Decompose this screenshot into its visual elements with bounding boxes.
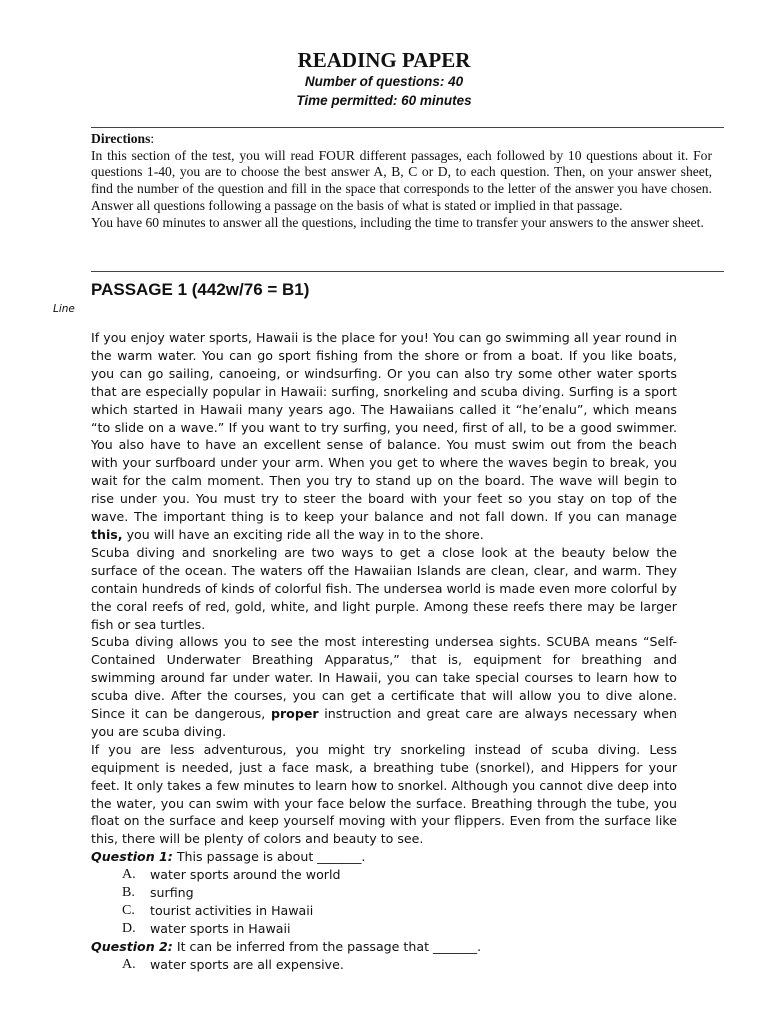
bottom-divider — [91, 271, 724, 272]
option-letter: A. — [122, 867, 136, 883]
directions-paragraph-1: In this section of the test, you will read FOUR different passages, each followed by 10 questions about it. For questions 1-40, you are to choose the best answer A, B, C or D, to each question. Then, on your answer sheet, find the number of the question and fill in the space that corresponds to the letter of the answer you have chosen. Answer all questions following a passage on the basis of what is stated or implied in that passage. — [91, 147, 712, 213]
directions-label: Directions — [91, 131, 151, 146]
passage-paragraph-1 — [91, 329, 677, 544]
directions-colon: : — [150, 131, 155, 146]
question-2-option-a[interactable] — [91, 956, 677, 974]
passage-paragraph-3 — [91, 633, 677, 740]
option-text: tourist activities in Hawaii — [150, 903, 314, 918]
question-2-label: Question 2: — [91, 938, 173, 954]
passage-paragraph-2: Scuba diving and snorkeling are two ways to get a close look at the beauty below the surface of the ocean. The waters off the Hawaiian Islands are clean, clear, and warm. They contain hundreds of kinds of colorful fish. The undersea world is made even more colorful by the coral reefs of red, gold, white, and light purple. Among these reefs there may be larger fish or sea turtles. — [91, 544, 677, 632]
question-1-label: Question 1: — [91, 849, 173, 865]
passage-paragraph-1-text-b: you will have an exciting ride all the way in to the shore. — [122, 526, 484, 542]
option-letter: D. — [122, 920, 136, 936]
passage-body — [91, 329, 677, 974]
question-2 — [91, 938, 677, 956]
question-1-option-a[interactable] — [91, 866, 677, 884]
directions-block — [91, 131, 712, 231]
question-1-stem: This passage is about _______. — [172, 849, 366, 865]
option-text: water sports in Hawaii — [150, 920, 291, 936]
question-1-option-d[interactable] — [91, 920, 677, 938]
question-2-stem: It can be inferred from the passage that _______. — [172, 938, 482, 954]
page-title: READING PAPER — [297, 48, 471, 72]
passage-paragraph-3-text-a: Scuba diving allows you to see the most interesting undersea sights. SCUBA means “Self-Contained Underwater Breathing Apparatus,” that is, equipment for breathing and swimming around far under water. In Hawaii, you can take special courses to learn how to scuba dive. After the courses, you can get a certificate that will allow you to dive alone. Since it can be dangerous, — [91, 634, 677, 722]
passage-heading: PASSAGE 1 (442w/76 = B1) — [91, 280, 310, 299]
question-1-option-b[interactable] — [91, 884, 677, 902]
option-letter: C. — [122, 903, 135, 918]
line-label: Line — [53, 303, 75, 315]
passage-paragraph-4: If you are less adventurous, you might try snorkeling instead of scuba diving. Less equipment is needed, just a face mask, a breathing tube (snorkel), and Hippers for your feet. It only takes a few minutes to learn how to snorkel. Although you cannot dive deep into the water, you can swim with your face below the surface. Breathing through the tube, you float on the surface and keep yourself moving with your flippers. Even from the surface like this, there will be plenty of colors and beauty to see. — [91, 741, 677, 847]
passage-paragraph-1-bold-word: this, — [91, 526, 123, 542]
option-letter: A. — [122, 956, 136, 972]
option-text: water sports are all expensive. — [150, 956, 344, 972]
passage-paragraph-3-text-b: instruction and great care are always necessary when you are scuba diving. — [91, 706, 677, 739]
question-1 — [91, 848, 677, 866]
directions-heading — [91, 131, 712, 148]
question-1-option-c[interactable] — [91, 902, 677, 920]
option-letter: B. — [122, 885, 135, 901]
passage-paragraph-3-bold-word: proper — [270, 706, 319, 722]
time-permitted: Time permitted: 60 minutes — [296, 93, 472, 108]
passage-paragraph-1-text-a: If you enjoy water sports, Hawaii is the place for you! You can go swimming all year round in the warm water. You can go sport fishing from the shore or from a boat. If you like boats, you can go sailing, canoeing, or windsurfing. Or you can also try some other water sports that are especially popular in Hawaii: surfing, snorkeling and scuba diving. Surfing is a sport which started in Hawaii many years ago. The Hawaiians called it “he’enalu”, which means “to slide on a wave.” If you want to try surfing, you need, first of all, to be a good swimmer. You also have to have an excellent sense of balance. You must swim out from the beach with your surfboard under your arm. When you get to where the waves begin to break, you wait for the calm moment. Then you try to stand up on the board. The wave will begin to rise under you. You must try to steer the board with your feet so you stay on top of the wave. The important thing is to keep your balance and not fall down. If you can manage — [91, 330, 677, 525]
option-text: surfing — [150, 885, 194, 901]
directions-paragraph-2: You have 60 minutes to answer all the questions, including the time to transfer your answers to the answer sheet. — [91, 214, 704, 230]
top-divider — [91, 127, 724, 128]
number-of-questions: Number of questions: 40 — [304, 74, 464, 89]
option-text: water sports around the world — [150, 867, 341, 883]
